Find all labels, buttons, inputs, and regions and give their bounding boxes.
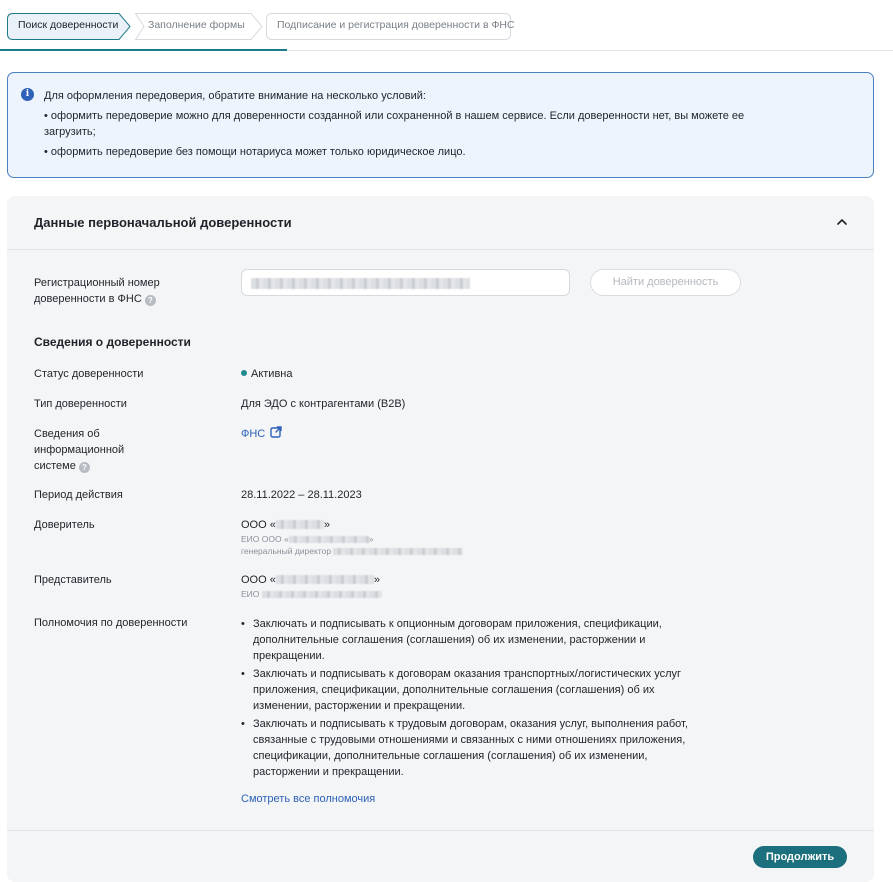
card-footer-divider	[7, 830, 874, 831]
step-search[interactable]	[7, 13, 131, 40]
redacted-value	[276, 520, 324, 529]
representative-name-end: »	[373, 574, 380, 586]
reg-number-input[interactable]	[241, 269, 570, 296]
principal-sub1-start: ЕИО ООО «	[241, 534, 289, 544]
representative-sub-start: ЕИО	[241, 589, 260, 599]
type-value: Для ЭДО с контрагентами (B2B)	[241, 398, 406, 410]
status-text: Активна	[251, 368, 293, 380]
stepper-progress	[0, 49, 287, 51]
representative-name	[241, 572, 541, 588]
card-divider	[7, 249, 874, 250]
info-banner	[7, 72, 874, 178]
period-label: Период действия	[34, 489, 123, 501]
type-label: Тип доверенности	[34, 398, 127, 410]
info-system-label-text: Сведения об информационной системе	[34, 428, 125, 472]
principal-sub1	[241, 533, 541, 545]
banner-item: • оформить передоверие без помощи нотариуса может только юридическое лицо.	[44, 146, 466, 158]
power-item: • Заключать и подписывать к опционным договорам приложения, спецификации, дополнительные соглашения (соглашения) об их изменении, расторжении и прекращении.	[241, 616, 711, 664]
representative-label: Представитель	[34, 574, 112, 586]
step-label: Заполнение формы	[148, 19, 245, 31]
powers-label: Полномочия по доверенности	[34, 617, 188, 629]
status-dot-icon	[241, 370, 247, 376]
status-value	[241, 366, 293, 382]
step-sign[interactable]	[266, 13, 515, 40]
info-system-label	[34, 426, 154, 474]
info-icon: i	[21, 88, 34, 101]
representative-name-start: ООО «	[241, 574, 276, 586]
redacted-value	[289, 536, 369, 543]
step-form[interactable]	[135, 13, 264, 40]
principal-sub1-end: »	[368, 534, 374, 544]
banner-item: • оформить передоверие можно для доверенности созданной или сохраненной в нашем сервисе. Если доверенности нет, вы можете ее загрузить;	[44, 110, 745, 138]
redacted-value	[276, 575, 374, 584]
power-item: • Заключать и подписывать к трудовым договорам, оказания услуг, выполнения работ, связанные с трудовыми отношениями и связанных с ними отношениях приложения, спецификации, дополнительные соглашения (соглашения) об их изменении, расторжении и прекращении.	[241, 716, 711, 780]
redacted-value	[251, 278, 470, 289]
banner-intro: Для оформления передоверия, обратите внимание на несколько условий:	[44, 90, 426, 102]
continue-button[interactable]: Продолжить	[753, 846, 847, 868]
find-poa-button[interactable]: Найти доверенность	[590, 269, 741, 296]
help-icon[interactable]: ?	[145, 295, 156, 306]
status-label: Статус доверенности	[34, 368, 144, 380]
chevron-up-icon[interactable]	[834, 214, 850, 230]
principal-name-end: »	[323, 519, 330, 531]
redacted-value	[262, 591, 382, 598]
info-system-link[interactable]: ФНС	[241, 428, 266, 440]
principal-sub2-start: генеральный директор	[241, 546, 332, 556]
help-icon[interactable]: ?	[79, 462, 90, 473]
period-value: 28.11.2022 – 28.11.2023	[241, 489, 362, 501]
external-link-icon[interactable]	[270, 426, 282, 438]
principal-value	[241, 517, 541, 557]
reg-number-label-text: Регистрационный номер доверенности в ФНС	[34, 277, 160, 305]
step-label: Поиск доверенности	[18, 19, 119, 31]
principal-label: Доверитель	[34, 519, 95, 531]
principal-sub2	[241, 545, 541, 557]
redacted-value	[333, 548, 463, 555]
original-poa-card	[7, 196, 874, 882]
info-system-value[interactable]	[241, 426, 282, 442]
powers-list	[241, 616, 711, 782]
principal-name-start: ООО «	[241, 519, 276, 531]
stepper	[7, 13, 515, 40]
representative-value	[241, 572, 541, 600]
section-title: Сведения о доверенности	[34, 335, 191, 349]
all-powers-link[interactable]: Смотреть все полномочия	[241, 793, 376, 805]
principal-name	[241, 517, 541, 533]
power-item: • Заключать и подписывать к договорам оказания транспортных/логистических услуг приложения, спецификации, дополнительные соглашения (соглашения) об их изменении, расторжении и прекращении.	[241, 666, 711, 714]
banner-text	[44, 88, 764, 164]
reg-number-label	[34, 275, 204, 307]
card-title: Данные первоначальной доверенности	[34, 215, 292, 230]
representative-sub	[241, 588, 541, 600]
step-label: Подписание и регистрация доверенности в ФНС	[277, 19, 515, 31]
